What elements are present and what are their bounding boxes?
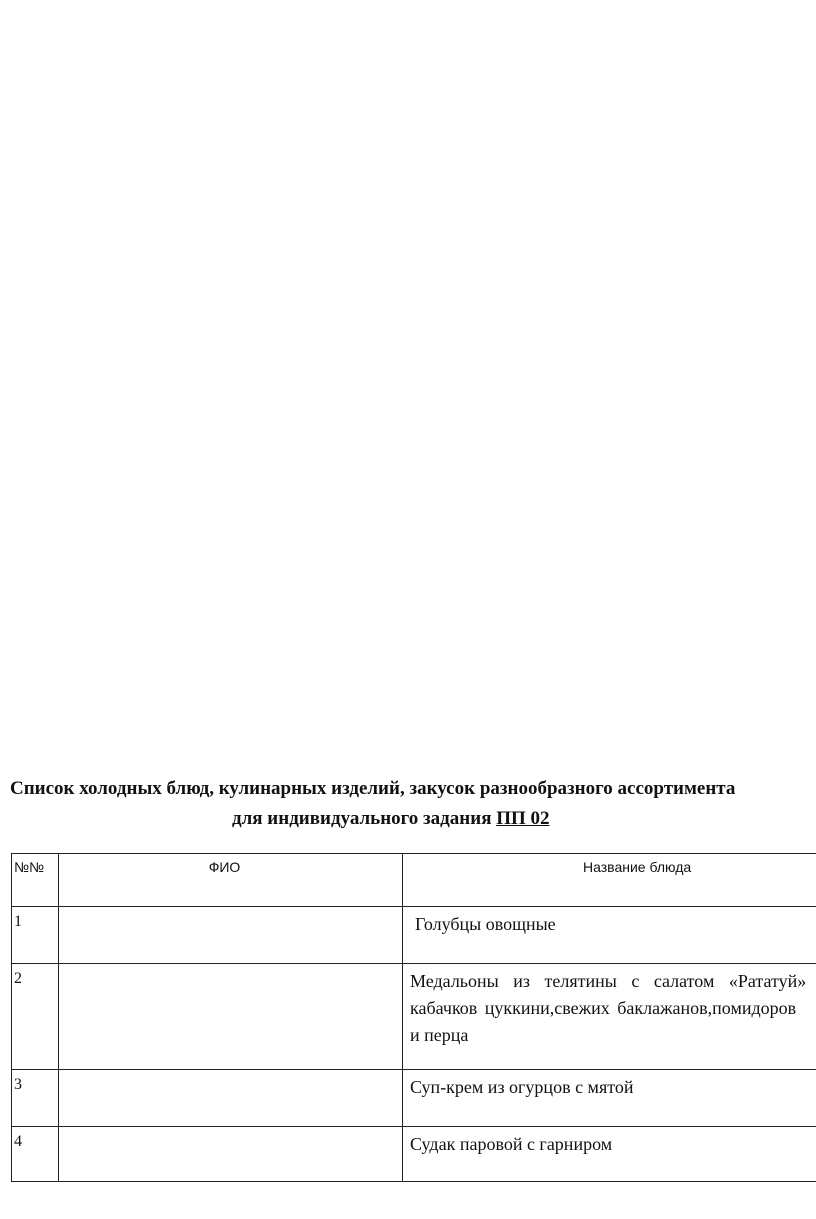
- row-fio-cell: [59, 1070, 403, 1127]
- table-header-row: [12, 854, 816, 907]
- table-row: [12, 1070, 816, 1127]
- row-fio-cell: [59, 964, 403, 1070]
- header-fio: ФИО: [59, 854, 403, 907]
- row-number-cell: 2: [12, 964, 59, 1070]
- row-dish-cell: Судак паровой с гарниром: [403, 1127, 816, 1182]
- dish-table: [11, 853, 816, 1182]
- dish-line: кабачков цуккини,свежих баклажанов,помидоров: [410, 998, 797, 1018]
- title-line-1: Список холодных блюд, кулинарных изделий, закусок разнообразного ассортимента: [10, 778, 736, 799]
- title-line-2: [10, 804, 816, 834]
- row-number-cell: 3: [12, 1070, 59, 1127]
- row-number-cell: 4: [12, 1127, 59, 1182]
- document-title: [10, 774, 816, 834]
- table-row: [12, 1127, 816, 1182]
- title-line-2-prefix: для индивидуального задания: [232, 808, 497, 829]
- row-dish-cell: Суп-крем из огурцов с мятой: [403, 1070, 816, 1127]
- dish-line: и перца: [410, 1025, 469, 1045]
- row-fio-cell: [59, 1127, 403, 1182]
- row-dish-cell: [403, 964, 816, 1070]
- table-row: [12, 964, 816, 1070]
- title-assignment-code: ПП 02: [496, 808, 550, 829]
- header-dish-name: Название блюда: [403, 854, 816, 907]
- row-fio-cell: [59, 907, 403, 964]
- dish-line: Медальоны из телятины с салатом «Рататуй»: [410, 971, 807, 991]
- table-row: [12, 907, 816, 964]
- row-dish-cell: Голубцы овощные: [403, 907, 816, 964]
- header-number: №№: [12, 854, 59, 907]
- row-number-cell: 1: [12, 907, 59, 964]
